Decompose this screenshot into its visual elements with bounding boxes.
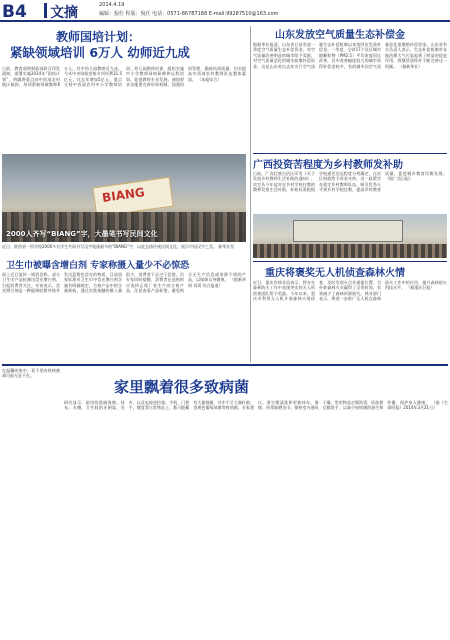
page-number: B4 — [2, 2, 27, 22]
column-divider — [250, 26, 251, 362]
article-headline: 重庆将褒奖无人机侦查森林火情 — [265, 268, 405, 279]
editor-contact: 编辑：倪仕 程版：倪仕 电话：0571-86787188 E-mail:99287510@163.com — [99, 11, 279, 17]
article-source: （据《生命时报》2014年3月21日） — [387, 400, 448, 411]
photo-credit: 新华社发 — [218, 244, 235, 249]
news-photo-meeting — [253, 214, 447, 258]
article-text: 近日，重庆市林业局表示，将对在森林防火工作中表现突出的无人机侦查团队给予奖励。今年以来，重庆市利用无人机开展森林火情侦查，及时发现火点并通报位置，为扑救森林火灾赢得了宝贵时间，有效减少了森林资源损失。林业部门表示，将进一步推广无人机在森林防火工作中的应用，提升森林防火科技水平。 — [253, 280, 447, 302]
photo-overlay-text: 2000人齐写“BIANG”字，大墨笔书写民间文化 — [6, 230, 158, 238]
section-rule — [253, 261, 447, 262]
article-headline: 家里飘着很多致病菌 — [114, 378, 250, 396]
section-title: 文摘 — [50, 5, 78, 21]
article-source: （据重庆日报） — [406, 285, 435, 291]
article-source: （据广西日报） — [385, 176, 413, 182]
photo-caption-text: 近日，陕西省一所学校2000多名学生共同书写汉字笔画最多的“BIANG”字，以此弘扬传统民间文化，展示中国汉字之美。 — [2, 244, 217, 249]
photo-caption — [2, 244, 246, 256]
article-text: 网上近日流传一则消息称，部分卫生巾产品检测出荧光增白剂，引起消费者关注。专家表示，荧光增白剂是一种能吸收紫外线并发出蓝紫色荧光的物质，目前国家标准对卫生巾中荧光增白剂含量有明确规定，合格产品中的含量极低，通过皮肤接触的摄入量很少，消费者不必过于恐慌。但专家同时提醒，消费者在选购时应选择正规厂家生产的合格产品，注意查看产品标签，避免购买无生产信息或来源不明的产品，以保障自身健康。 — [2, 272, 246, 294]
article-drone-fire — [253, 264, 447, 362]
article-body — [2, 272, 246, 360]
issue-date: 2014.4.19 — [99, 2, 125, 8]
article-headline: 山东发放空气质量生态补偿金 — [275, 30, 405, 41]
article-source: （本报综合） — [197, 76, 222, 82]
section-rule — [253, 153, 447, 154]
article-body — [64, 400, 448, 636]
article-body — [253, 280, 447, 360]
article-source: （据新华社） — [398, 63, 423, 69]
news-photo-calligraphy — [2, 154, 246, 242]
photo-people — [253, 244, 447, 258]
article-headline: 广西投资苦程度为乡村教师发补助 — [253, 160, 403, 171]
photo-banner-text: BIANG — [101, 185, 146, 205]
article-source: （据新华网 刘玥 综合报道） — [188, 277, 246, 288]
article-body — [2, 66, 246, 152]
article-teacher-training — [2, 26, 246, 154]
masthead — [0, 0, 450, 22]
article-household-germs — [2, 368, 448, 638]
article-text: 研究显示，厨房的洗碗海绵、抹布、水槽，卫生间的牙刷架、毛巾，以及电视遥控器、手机、门把手、键盘等日常物品上，都可能藏有大量细菌，其中不乏大肠杆菌、金黄色葡萄球菌等致病菌。专家建议，要定期清洗和更换抹布、海绵，经常晾晒毛巾，保持室内通风干燥，常用物品定期消毒，饭前便后勤洗手，以减少致病菌的滋生和传播，保护家人健康。 — [64, 400, 430, 411]
article-lead: 在温馨的家中，看不见的致病菌却可能无处不在。 — [2, 368, 60, 379]
article-body — [253, 42, 447, 152]
article-headline: 卫生巾被曝含增白剂 专家称摄入量少不必惊恐 — [6, 261, 190, 271]
article-side-column — [2, 368, 60, 636]
article-text: 据新华社报道，山东省日前发放一季度空气质量生态补偿资金，对空气质量改善明显的城市给予奖励，对空气质量恶化的城市扣缴补偿资金。这是山东省自去年实行空气质量生态补偿机制以来第四次发放补偿金。一季度，全省17个设区城市细颗粒物（PM2.5）平均浓度同比改善，其中改善幅度较大的城市获得补偿金较多，有的城市因空气质量恶化需缴纳补偿资金。山东省有关负责人表示，生态补偿机制对各地治理大气污染起到了明显的促进作用，将继续坚持并不断完善这一机制。 — [253, 42, 447, 69]
article-air-quality — [253, 26, 447, 154]
photo-panel — [293, 220, 403, 242]
article-headline: 紧缺领域培训 6万人 幼师近九成 — [10, 45, 190, 60]
page-divider — [2, 364, 448, 366]
article-body — [253, 171, 447, 213]
article-kicker: 教师国培计划： — [56, 30, 141, 44]
masthead-divider — [44, 3, 47, 18]
article-sanitary-pad — [2, 258, 246, 362]
article-text: 日前，广西壮族自治区印发《关于发放乡村教师生活补助的通知》，决定从今年起对在乡村学校任教的教师发放生活补助，补助标准根据学校艰苦边远程度分档确定，自治区财政给予资金支持。这一政策旨在稳定乡村教师队伍，吸引优秀人才到乡村学校任教，提高乡村教育质量，促进城乡教育均衡发展。 — [253, 171, 447, 193]
article-text: 日前，教育部和财政部联合印发通知，部署实施2014年“国培计划”，明确将重点向中西部农村地区倾斜，培训紧缺领域教师6万人，其中幼儿园教师近九成。今年中央财政安排专项经费21.5亿元，比去年增加5亿元，重点支持中西部农村中小学教师培训、幼儿园教师培训，组织实施中小学教师网络研修和远程培训，促进教师专业发展。通知要求各地要完善培训机制，加强培训管理，确保培训质量，切实提高中西部农村教师队伍整体素质。 — [2, 66, 246, 88]
